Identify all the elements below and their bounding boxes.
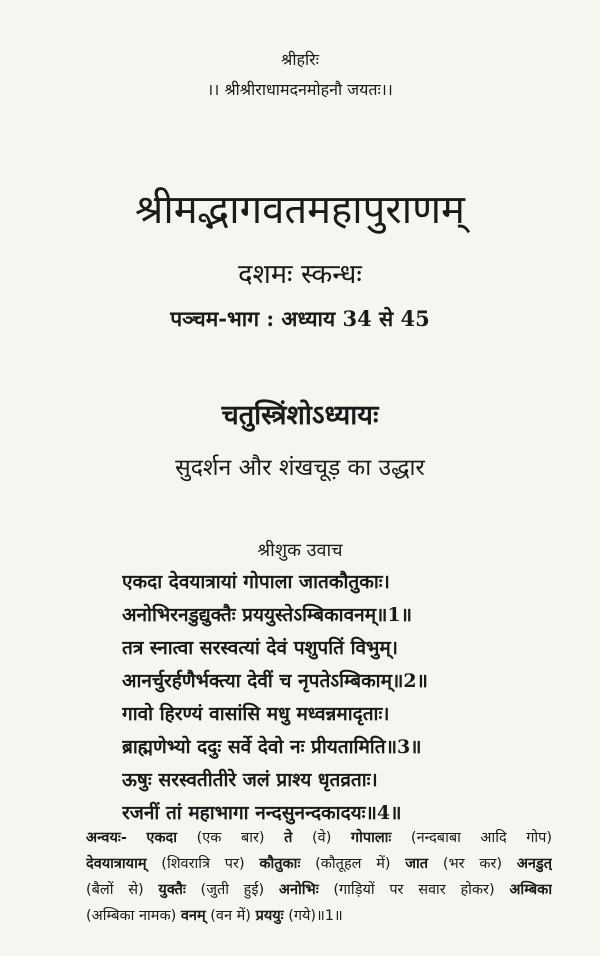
gloss-word: एकदा [146,830,178,846]
gloss-word: कौतुकाः [259,856,301,872]
gloss-word: वनम् [180,908,206,924]
gloss-meaning: (बैलों से) [86,882,144,898]
gloss-meaning: (शिवरात्रि पर) [161,856,245,872]
verse-line: ब्राह्मणेभ्यो ददुः सर्वे देवो नः प्रीयतामिति॥3॥ [122,736,422,758]
gloss-line [86,877,552,903]
anvaya-label: अन्वयः- [86,830,127,846]
gloss-word: युक्तैः [158,882,186,898]
gloss-meaning: (अम्बिका नामक) [86,908,177,924]
part-heading: पञ्चम-भाग : अध्याय 34 से 45 [170,306,430,331]
verse-block [122,566,517,830]
verse-end-mark: ॥1॥ [316,908,343,924]
verse-line: अनोभिरनडुद्युक्तैः प्रययुस्तेऽम्बिकावनम्॥1॥ [122,604,413,626]
gloss-meaning: (वन में) [210,908,251,924]
verse-line: रजनीं तां महाभागा नन्दसुनन्दकादयः॥4॥ [122,802,402,824]
gloss-word: जात [405,856,429,872]
skandha-heading: दशमः स्कन्धः [238,259,362,290]
book-title: श्रीमद्भागवतमहापुराणम् [135,187,465,233]
gloss-line [86,825,552,851]
gloss-line [86,903,552,929]
verse-line: ऊषुः सरस्वतीतीरे जलं प्राश्य धृतव्रताः। [122,769,378,791]
chapter-subtitle: सुदर्शन और शंखचूड़ का उद्धार [175,455,425,481]
speaker-heading: श्रीशुक उवाच [257,540,343,561]
gloss-meaning: (भर कर) [442,856,503,872]
gloss-meaning: (कौतूहल में) [315,856,391,872]
gloss-word: अम्बिका [509,882,552,898]
gloss-meaning: (वे) [311,830,332,846]
gloss-meaning: (जुती हुई) [200,882,265,898]
gloss-meaning: (एक बार) [196,830,265,846]
gloss-word: देवयात्रायाम् [86,856,147,872]
gloss-line [86,851,552,877]
verse-line: तत्र स्नात्वा सरस्वत्यां देवं पशुपतिं विभुम्। [122,637,398,659]
gloss-meaning: (नन्दबाबा आदि गोप) [410,830,552,846]
invocation-line-2: ।। श्रीश्रीराधामदनमोहनौ जयतः।। [207,80,393,99]
verse-line: आनर्चुरर्हणैर्भक्त्या देवीं च नृपतेऽम्बिकाम्॥2॥ [122,670,428,692]
verse-line: एकदा देवयात्रायां गोपाला जातकौतुकाः। [122,571,390,593]
invocation-line-1: श्रीहरिः [281,50,319,69]
gloss-word: ते [284,830,293,846]
gloss-word: अनडुत् [516,856,552,872]
anvaya-gloss [86,825,552,929]
chapter-title: चतुस्त्रिंशोऽध्यायः [221,400,379,431]
gloss-meaning: (गये) [288,908,317,924]
gloss-word: गोपालाः [350,830,392,846]
verse-line: गावो हिरण्यं वासांसि मधु मध्वन्नमादृताः। [122,703,390,725]
gloss-word: प्रययुः [255,908,284,924]
gloss-word: अनोभिः [278,882,319,898]
gloss-meaning: (गाड़ियों पर सवार होकर) [333,882,495,898]
